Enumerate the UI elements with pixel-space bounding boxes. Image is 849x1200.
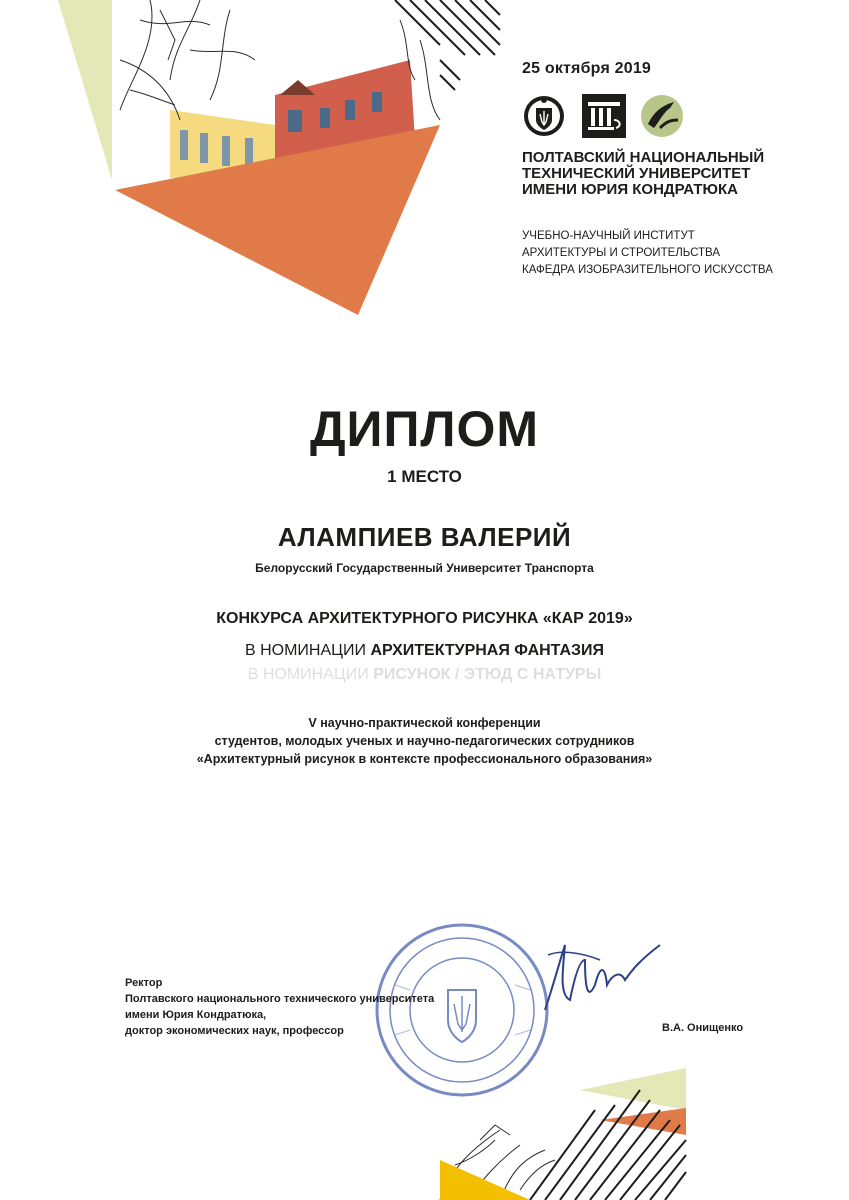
pale-green-triangle-bottom <box>580 1068 686 1110</box>
institute-info <box>522 228 842 279</box>
yellow-triangle-bottom <box>440 1160 530 1200</box>
signatory-line: доктор экономических наук, профессор <box>125 1025 344 1037</box>
university-crest-icon <box>522 94 566 138</box>
institute-line: КАФЕДРА ИЗОБРАЗИТЕЛЬНОГО ИСКУССТВА <box>522 264 773 276</box>
university-line: ИМЕНИ ЮРИЯ КОНДРАТЮКА <box>522 181 738 198</box>
pale-green-triangle <box>58 0 112 180</box>
signatory-line: имени Юрия Кондратюка, <box>125 1009 267 1021</box>
diploma-title: ДИПЛОМ <box>309 401 540 457</box>
signatory-line: Ректор <box>125 977 163 989</box>
conference-line: студентов, молодых ученых и научно-педагогических сотрудников <box>214 734 635 748</box>
nomination-active <box>0 642 849 660</box>
diploma-date: 25 октября 2019 <box>522 60 652 77</box>
nomination-faded <box>0 666 849 684</box>
institute-line: УЧЕБНО-НАУЧНЫЙ ИНСТИТУТ <box>522 230 695 242</box>
diagonal-stripes-bottom <box>530 1090 686 1200</box>
logo-row <box>522 94 692 138</box>
university-line: ПОЛТАВСКИЙ НАЦИОНАЛЬНЫЙ <box>522 149 765 166</box>
signer-name: В.А. Онищенко <box>662 1022 744 1034</box>
signature-flourish <box>548 952 600 960</box>
award-place: 1 МЕСТО <box>387 467 462 486</box>
columns-logo-icon <box>582 94 626 138</box>
nomination-title: АРХИТЕКТУРНАЯ ФАНТАЗИЯ <box>370 642 605 659</box>
university-name <box>522 150 842 198</box>
signatory-title <box>125 975 434 1039</box>
university-line: ТЕХНИЧЕСКИЙ УНИВЕРСИТЕТ <box>522 165 751 182</box>
recipient-name: АЛАМПИЕВ ВАЛЕРИЙ <box>277 522 572 552</box>
conference-info <box>0 714 849 768</box>
conference-line: V научно-практической конференции <box>308 716 541 730</box>
handwritten-signature <box>545 945 660 1010</box>
institute-line: АРХИТЕКТУРЫ И СТРОИТЕЛЬСТВА <box>522 247 721 259</box>
nomination-prefix: В НОМИНАЦИИ <box>244 642 366 659</box>
signatory-line: Полтавского национального технического университета <box>125 993 435 1005</box>
contest-name: КОНКУРСА АРХИТЕКТУРНОГО РИСУНКА «КАР 2019» <box>216 610 633 627</box>
conference-line: «Архитектурный рисунок в контексте профессионального образования» <box>196 752 653 766</box>
nomination-prefix-faded: В НОМИНАЦИИ <box>247 666 369 683</box>
recipient-organization: Белорусский Государственный Университет Транспорта <box>255 561 594 575</box>
pencil-hand-logo-icon <box>640 94 684 138</box>
nomination-title-faded: РИСУНОК / ЭТЮД С НАТУРЫ <box>373 666 602 683</box>
